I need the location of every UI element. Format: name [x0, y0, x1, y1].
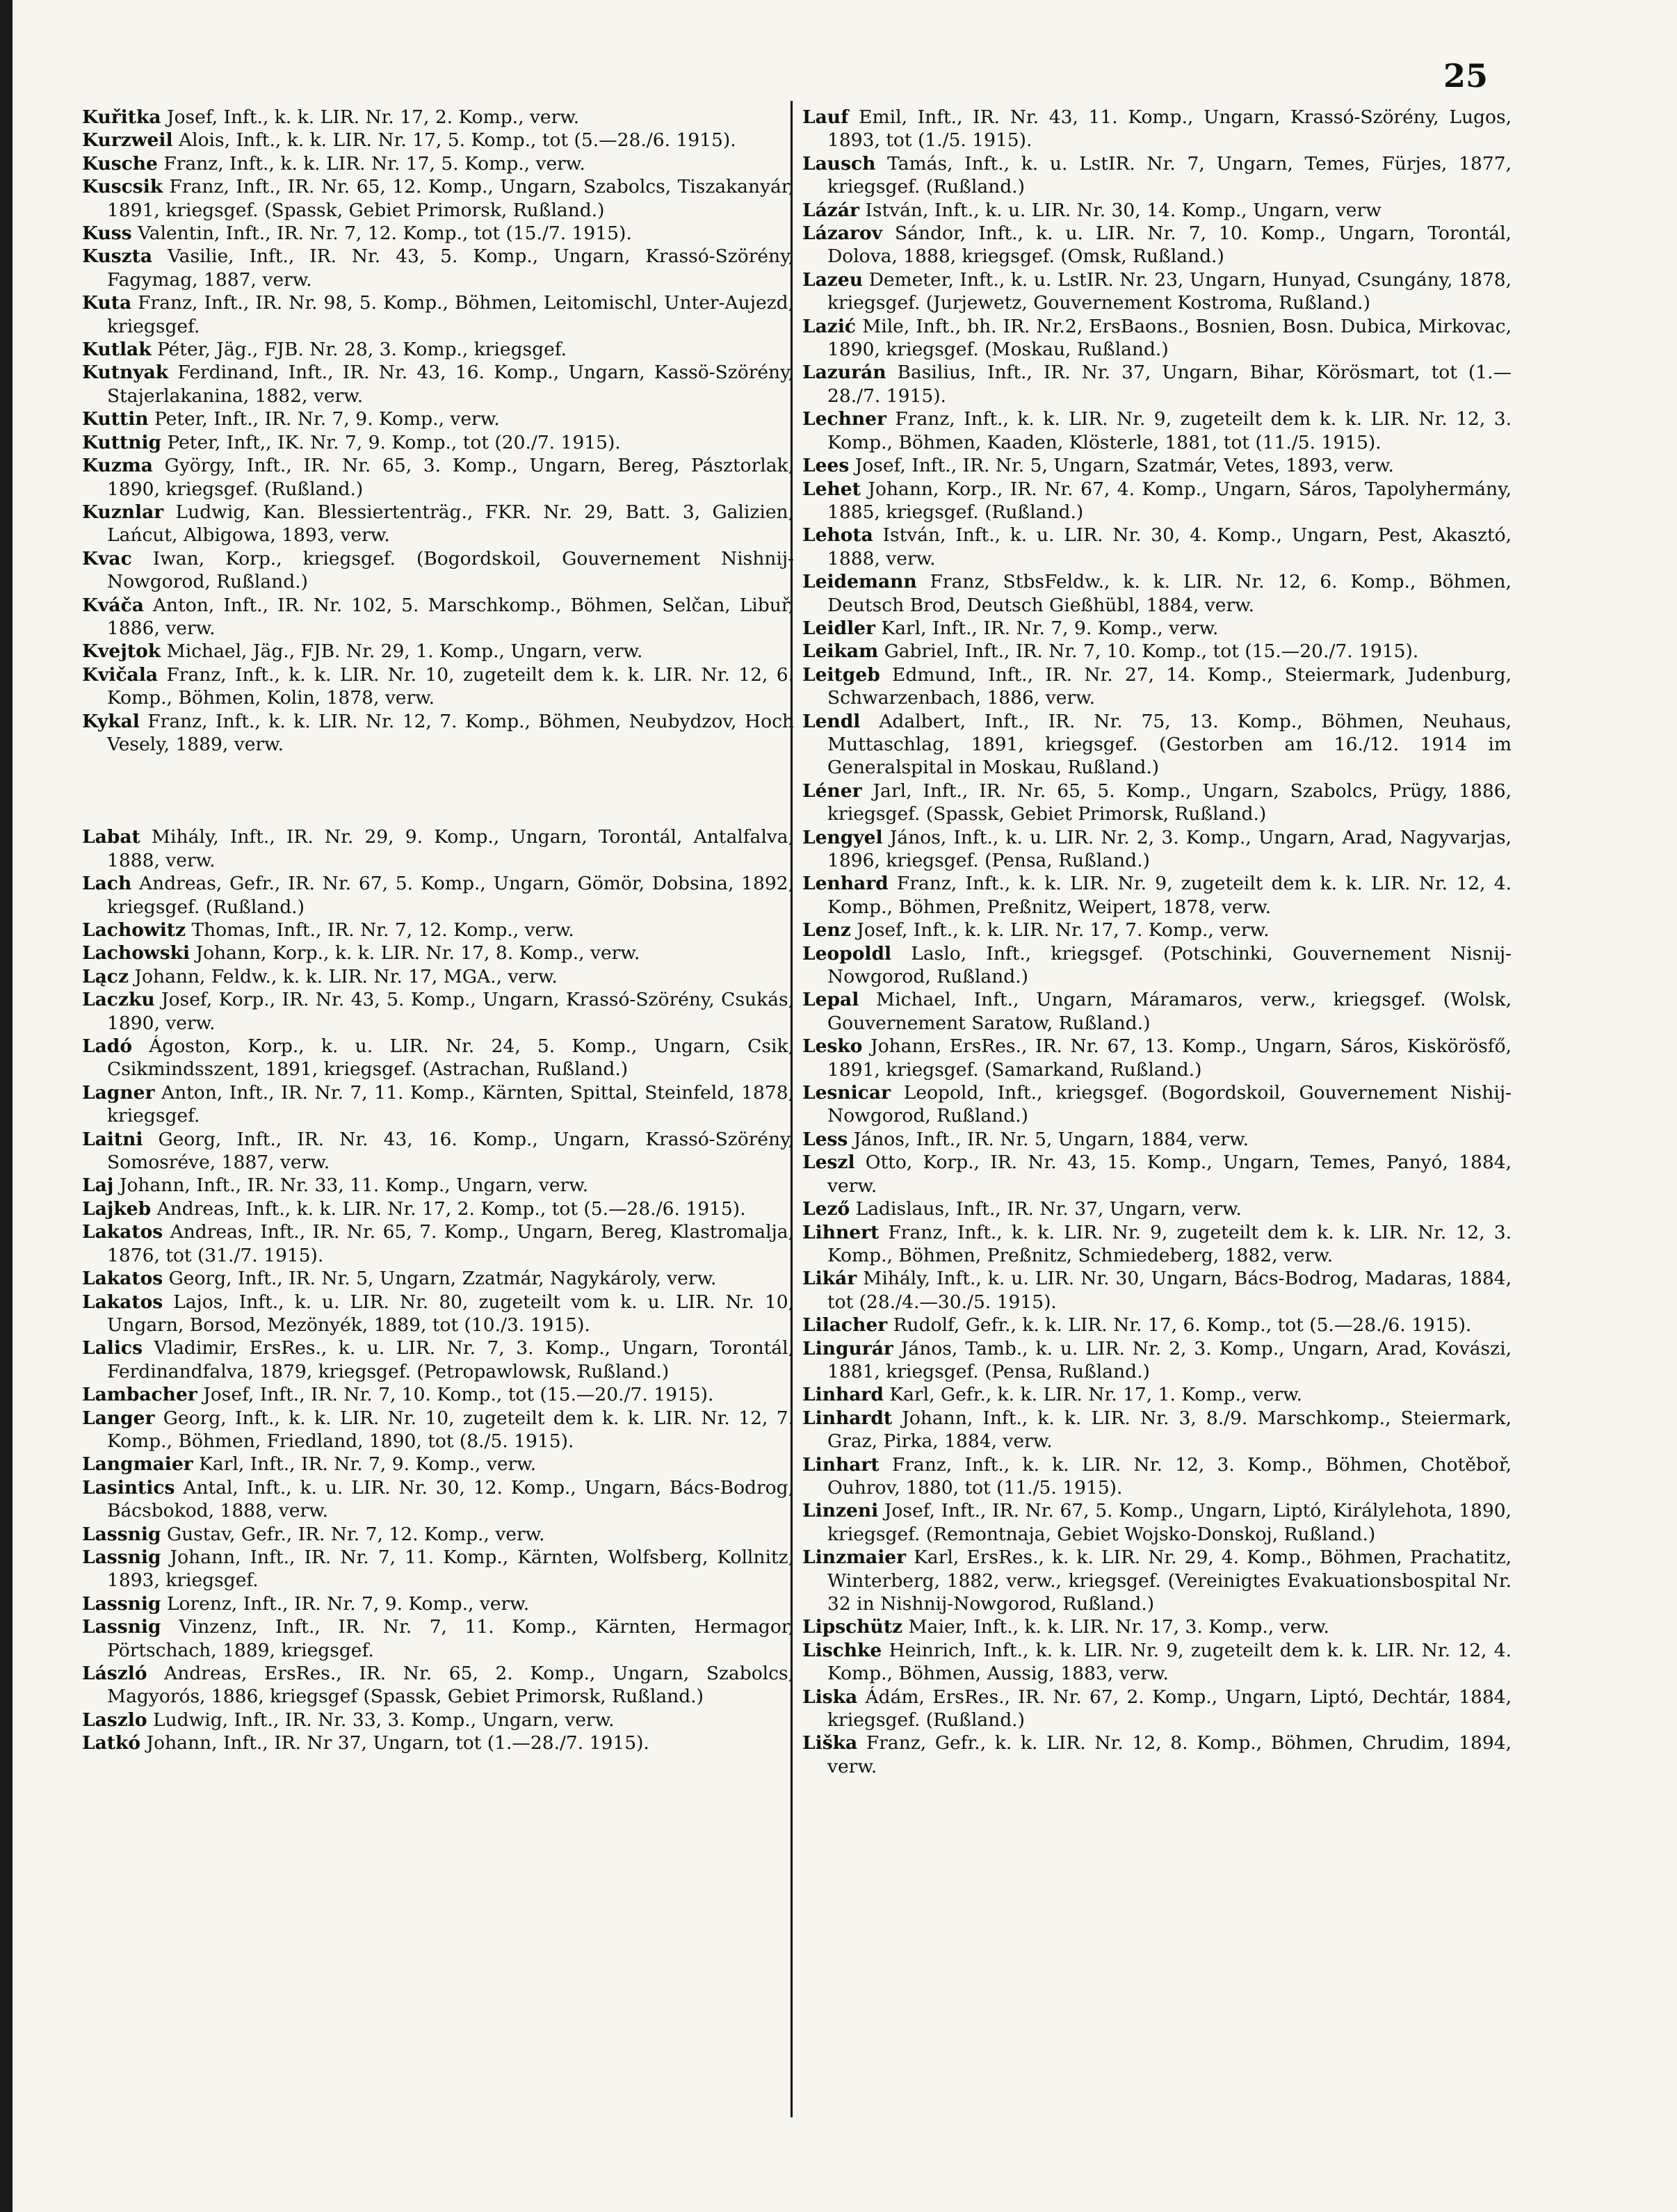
entry-details: Josef, Inft., k. k. LIR. Nr. 17, 7. Komp., verw.	[850, 919, 1270, 942]
entry-details: Antal, Inft., k. u. LIR. Nr. 30, 12. Komp., Ungarn, Bács-Bodrog, Bácsbokod, 1888, verw.	[107, 1476, 794, 1522]
register-entry	[802, 1383, 1512, 1406]
entry-surname: Lazeu	[802, 268, 863, 291]
entry-surname: László	[82, 1663, 147, 1684]
register-entry	[802, 361, 1512, 407]
entry-details: Franz, Inft., IR. Nr. 98, 5. Komp., Böhmen, Leitomischl, Unter-Aujezd, kriegsgef.	[107, 292, 794, 337]
entry-surname: Leitgeb	[802, 663, 880, 686]
register-entry	[802, 1499, 1512, 1546]
entry-surname: Laj	[82, 1174, 114, 1197]
register-entry	[82, 1128, 794, 1174]
register-entry	[82, 1523, 794, 1546]
entry-details: Karl, Gefr., k. k. LIR. Nr. 17, 1. Komp., verw.	[883, 1384, 1303, 1406]
entry-details: Edmund, Inft., IR. Nr. 27, 14. Komp., Steiermark, Judenburg, Schwarzenbach, 1886, verw.	[827, 663, 1512, 709]
entry-details: Emil, Inft., IR. Nr. 43, 11. Komp., Ungarn, Krassó-Szörény, Lugos, 1893, tot (1./5. 1915).	[827, 106, 1512, 152]
entry-surname: Linhart	[802, 1453, 880, 1476]
entry-details: Josef, Inft., IR. Nr. 5, Ungarn, Szatmár, Vetes, 1893, verw.	[849, 455, 1394, 477]
register-entry	[82, 338, 794, 361]
entry-details: Vladimir, ErsRes., k. u. LIR. Nr. 7, 3. Komp., Ungarn, Torontál, Ferdinandfalva, 1879, kriegsgef. (Petropawlowsk, Rußland.)	[107, 1337, 794, 1382]
entry-details: Michael, Jäg., FJB. Nr. 29, 1. Komp., Ungarn, verw.	[161, 640, 643, 663]
entry-details: Franz, Inft., k. k. LIR. Nr. 17, 5. Komp., verw.	[157, 152, 585, 175]
register-entry	[82, 1592, 794, 1615]
entry-surname: Lalics	[82, 1337, 143, 1359]
entry-surname: Kváča	[82, 594, 144, 616]
entry-details: Josef, Inft., IR. Nr. 7, 10. Komp., tot (15.—20./7. 1915).	[197, 1384, 714, 1406]
register-entry	[802, 1314, 1512, 1337]
register-entry	[802, 1221, 1512, 1268]
entry-details: Franz, Inft., k. k. LIR. Nr. 9, zugeteilt dem k. k. LIR. Nr. 12, 3. Komp., Böhmen, Kaaden, Klösterle, 1881, tot (11./5. 1915).	[827, 408, 1512, 453]
entry-surname: Leikam	[802, 640, 879, 663]
entry-surname: Kykal	[82, 710, 140, 732]
register-entry	[802, 1151, 1512, 1197]
entry-surname: Lakatos	[82, 1221, 163, 1243]
entry-surname: Kvičala	[82, 663, 159, 686]
right-column	[802, 106, 1512, 1778]
register-entry	[802, 199, 1512, 222]
entry-details: Franz, Inft., k. k. LIR. Nr. 12, 3. Komp., Böhmen, Chotěboř, Ouhrov, 1880, tot (11./5. 1915).	[827, 1453, 1512, 1499]
entry-details: Ádám, ErsRes., IR. Nr. 67, 2. Komp., Ungarn, Liptó, Dechtár, 1884, kriegsgef. (Rußland.)	[827, 1686, 1512, 1731]
entry-surname: Laszlo	[82, 1709, 147, 1731]
entry-surname: Lazurán	[802, 362, 886, 384]
entry-surname: Leidler	[802, 617, 875, 639]
entry-surname: Ladó	[82, 1035, 133, 1058]
register-entry	[802, 222, 1512, 268]
entry-surname: Langer	[82, 1407, 155, 1429]
entry-details: Franz, Inft., IR. Nr. 65, 12. Komp., Ungarn, Szabolcs, Tiszakanyár, 1891, kriegsgef. (Spassk, Gebiet Primorsk, Rußland.)	[107, 176, 794, 221]
register-entry	[802, 780, 1512, 826]
register-entry	[82, 1662, 794, 1709]
entry-details: Johann, Inft., IR. Nr. 7, 11. Komp., Kärnten, Wolfsberg, Kollnitz, 1893, kriegsgef.	[107, 1546, 794, 1592]
entry-surname: Lenhard	[802, 873, 889, 895]
entry-details: Josef, Korp., IR. Nr. 43, 5. Komp., Ungarn, Krassó-Szörény, Csukás, 1890, verw.	[107, 989, 794, 1034]
register-entry	[802, 1731, 1512, 1778]
entry-details: Johann, ErsRes., IR. Nr. 67, 13. Komp., Ungarn, Sáros, Kiskörösfő, 1891, kriegsgef. (Samarkand, Rußland.)	[827, 1035, 1512, 1081]
entry-details: Johann, Korp., k. k. LIR. Nr. 17, 8. Komp., verw.	[190, 942, 640, 964]
entry-details: Maier, Inft., k. k. LIR. Nr. 17, 3. Komp., verw.	[902, 1616, 1329, 1638]
entry-details: Lorenz, Inft., IR. Nr. 7, 9. Komp., verw.	[161, 1592, 530, 1615]
entry-details: Valentin, Inft., IR. Nr. 7, 12. Komp., tot (15./7. 1915).	[131, 223, 632, 245]
entry-surname: Kusche	[82, 152, 158, 175]
entry-details: Mihály, Inft., IR. Nr. 29, 9. Komp., Ungarn, Torontál, Antalfalva, 1888, verw.	[107, 826, 794, 871]
entry-details: Heinrich, Inft., k. k. LIR. Nr. 9, zugeteilt dem k. k. LIR. Nr. 12, 4. Komp., Böhmen, Aussig, 1883, verw.	[827, 1639, 1512, 1685]
entry-surname: Lach	[82, 873, 132, 895]
entry-details: János, Inft., IR. Nr. 5, Ungarn, 1884, verw.	[848, 1128, 1249, 1150]
entry-surname: Lassnig	[82, 1616, 161, 1638]
entry-surname: Latkó	[82, 1732, 141, 1754]
entry-details: Otto, Korp., IR. Nr. 43, 15. Komp., Ungarn, Temes, Panyó, 1884, verw.	[827, 1152, 1512, 1197]
entry-surname: Leopoldl	[802, 942, 892, 964]
entry-details: Ludwig, Inft., IR. Nr. 33, 3. Komp., Ungarn, verw.	[147, 1709, 615, 1731]
entry-surname: Lipschütz	[802, 1616, 903, 1638]
entry-surname: Lilacher	[802, 1314, 888, 1337]
register-entry	[82, 1337, 794, 1383]
entry-details: Georg, Inft., IR. Nr. 43, 16. Komp., Ungarn, Krassó-Szörény, Somosréve, 1887, verw.	[107, 1128, 794, 1174]
entry-details: Alois, Inft., k. k. LIR. Nr. 17, 5. Komp., tot (5.—28./6. 1915).	[172, 129, 736, 152]
register-entry	[82, 1267, 794, 1290]
register-entry	[802, 1197, 1512, 1220]
entry-surname: Leszl	[802, 1152, 855, 1174]
entry-surname: Lepal	[802, 989, 859, 1011]
register-entry	[82, 1197, 794, 1220]
register-entry	[802, 1639, 1512, 1686]
entry-details: Georg, Inft., IR. Nr. 5, Ungarn, Zzatmár, Nagykároly, verw.	[163, 1268, 717, 1290]
entry-details: Thomas, Inft., IR. Nr. 7, 12. Komp., verw.	[186, 919, 574, 941]
entry-surname: Lachowitz	[82, 919, 186, 941]
register-entry	[802, 524, 1512, 570]
entry-details: Péter, Jäg., FJB. Nr. 28, 3. Komp., kriegsgef.	[151, 339, 567, 361]
entry-surname: Kvejtok	[82, 640, 161, 663]
register-entry	[802, 315, 1512, 362]
entry-surname: Lącz	[82, 965, 129, 987]
register-entry	[802, 942, 1512, 989]
entry-details: Peter, Inft., IR. Nr. 7, 9. Komp., verw.	[148, 408, 500, 430]
register-entry	[82, 663, 794, 710]
entry-details: Adalbert, Inft., IR. Nr. 75, 13. Komp., Böhmen, Neuhaus, Muttaschlag, 1891, kriegsgef. (Gestorben am 16./12. 1914 im Generalspital in Moskau, Rußland.)	[827, 710, 1512, 779]
register-entry	[802, 663, 1512, 710]
entry-details: Andreas, Inft., IR. Nr. 65, 7. Komp., Ungarn, Bereg, Klastromalja, 1876, tot (31./7. 1915).	[107, 1221, 794, 1266]
entry-surname: Lesnicar	[802, 1082, 891, 1104]
entry-details: Franz, Gefr., k. k. LIR. Nr. 12, 8. Komp., Böhmen, Chrudim, 1894, verw.	[827, 1732, 1512, 1777]
entry-surname: Kuttnig	[82, 431, 162, 453]
register-entry	[802, 1407, 1512, 1453]
entry-surname: Lázár	[802, 199, 859, 221]
entry-details: Karl, Inft., IR. Nr. 7, 9. Komp., verw.	[193, 1453, 537, 1476]
entry-details: Michael, Inft., Ungarn, Máramaros, verw., kriegsgef. (Wolsk, Gouvernement Saratow, Rußland.)	[827, 989, 1512, 1034]
entry-surname: Liška	[802, 1732, 858, 1754]
register-entry	[82, 1035, 794, 1081]
entry-details: Gabriel, Inft., IR. Nr. 7, 10. Komp., tot (15.—20./7. 1915).	[878, 640, 1419, 663]
register-entry	[82, 594, 794, 640]
register-entry	[82, 407, 794, 430]
register-entry	[802, 1337, 1512, 1384]
entry-surname: Kuřitka	[82, 106, 161, 128]
entry-details: János, Inft., k. u. LIR. Nr. 2, 3. Komp., Ungarn, Arad, Nagyvarjas, 1896, kriegsgef. (Pensa, Rußland.)	[827, 826, 1512, 871]
register-entry	[82, 547, 794, 594]
register-entry	[82, 640, 794, 663]
register-entry	[82, 152, 794, 175]
register-entry	[802, 710, 1512, 780]
entry-surname: Lachowski	[82, 942, 191, 964]
register-entry	[82, 129, 794, 152]
entry-surname: Lengyel	[802, 826, 883, 848]
entry-surname: Kuss	[82, 223, 132, 245]
entry-details: Franz, Inft., k. k. LIR. Nr. 9, zugeteilt dem k. k. LIR. Nr. 12, 3. Komp., Böhmen, Preßnitz, Schmiedeberg, 1882, verw.	[827, 1221, 1512, 1266]
entry-details: Karl, Inft., IR. Nr. 7, 9. Komp., verw.	[875, 617, 1219, 639]
entry-details: Andreas, ErsRes., IR. Nr. 65, 2. Komp., Ungarn, Szabolcs, Magyorós, 1886, kriegsgef (Spassk, Gebiet Primorsk, Rußland.)	[107, 1663, 794, 1708]
entry-details: Iwan, Korp., kriegsgef. (Bogordskoil, Gouvernement Nishnij-Nowgorod, Rußland.)	[107, 547, 794, 593]
entry-surname: Lehota	[802, 524, 873, 547]
entry-details: Demeter, Inft., k. u. LstIR. Nr. 23, Ungarn, Hunyad, Csungány, 1878, kriegsgef. (Jurjewetz, Gouvernement Kostroma, Rußland.)	[827, 268, 1512, 314]
entry-surname: Less	[802, 1128, 848, 1150]
entry-details: Ladislaus, Inft., IR. Nr. 37, Ungarn, verw.	[850, 1198, 1242, 1220]
entry-surname: Kuzma	[82, 455, 153, 477]
entry-surname: Lázarov	[802, 223, 883, 245]
entry-surname: Laitni	[82, 1128, 143, 1150]
entry-surname: Kuznlar	[82, 501, 164, 523]
register-entry	[82, 1291, 794, 1337]
entry-surname: Lihnert	[802, 1221, 880, 1243]
entry-surname: Lehet	[802, 478, 861, 500]
entry-details: Franz, StbsFeldw., k. k. LIR. Nr. 12, 6. Komp., Böhmen, Deutsch Brod, Deutsch Gießhübl, 1884, verw.	[827, 571, 1512, 616]
register-entry	[802, 1453, 1512, 1500]
entry-details: Leopold, Inft., kriegsgef. (Bogordskoil, Gouvernement Nishij-Nowgorod, Rußland.)	[827, 1082, 1512, 1127]
entry-details: Josef, Inft., k. k. LIR. Nr. 17, 2. Komp., verw.	[161, 106, 580, 128]
entry-surname: Lajkeb	[82, 1197, 152, 1220]
entry-surname: Linzmaier	[802, 1547, 907, 1569]
register-entry	[802, 1128, 1512, 1151]
entry-surname: Leidemann	[802, 571, 917, 593]
entry-details: Vasilie, Inft., IR. Nr. 43, 5. Komp., Ungarn, Krassó-Szörény, Fagymag, 1887, verw.	[107, 245, 794, 291]
entry-details: Andreas, Inft., k. k. LIR. Nr. 17, 2. Komp., tot (5.—28./6. 1915).	[151, 1197, 746, 1220]
entry-details: István, Inft., k. u. LIR. Nr. 30, 14. Komp., Ungarn, verw	[859, 199, 1382, 221]
entry-details: János, Tamb., k. u. LIR. Nr. 2, 3. Komp., Ungarn, Arad, Kovászi, 1881, kriegsgef. (Pensa, Rußland.)	[827, 1337, 1512, 1382]
register-entry	[82, 1476, 794, 1523]
register-entry	[802, 570, 1512, 617]
entry-details: Mile, Inft., bh. IR. Nr.2, ErsBaons., Bosnien, Bosn. Dubica, Mirkovac, 1890, kriegsgef. (Moskau, Rußland.)	[827, 315, 1512, 361]
entry-surname: Kvac	[82, 547, 132, 570]
register-entry	[82, 919, 794, 942]
entry-details: Tamás, Inft., k. u. LstIR. Nr. 7, Ungarn, Temes, Fürjes, 1877, kriegsgef. (Rußland.)	[827, 152, 1512, 198]
entry-details: István, Inft., k. u. LIR. Nr. 30, 4. Komp., Ungarn, Pest, Akasztó, 1888, verw.	[827, 524, 1512, 570]
entry-surname: Linzeni	[802, 1500, 879, 1522]
register-entry	[82, 245, 794, 291]
document-page	[13, 0, 1677, 2212]
register-entry	[802, 617, 1512, 640]
entry-details: Ludwig, Kan. Blessiertenträg., FKR. Nr. 29, Batt. 3, Galizien, Lańcut, Albigowa, 1893, verw.	[107, 501, 794, 547]
entry-surname: Lees	[802, 455, 850, 477]
register-entry	[82, 1615, 794, 1662]
register-entry	[802, 268, 1512, 315]
register-entry	[82, 1174, 794, 1197]
entry-surname: Kuta	[82, 292, 132, 314]
register-entry	[802, 454, 1512, 477]
entry-details: Karl, ErsRes., k. k. LIR. Nr. 29, 4. Komp., Böhmen, Prachatitz, Winterberg, 1882, verw., kriegsgef. (Vereinigtes Evakuationsbospital Nr. 32 in Nishnij-Nowgorod, Rußland.)	[827, 1547, 1512, 1615]
entry-surname: Lassnig	[82, 1592, 161, 1615]
entry-surname: Lambacher	[82, 1384, 197, 1406]
register-entry	[82, 1383, 794, 1406]
entry-details: Gustav, Gefr., IR. Nr. 7, 12. Komp., verw.	[161, 1523, 545, 1545]
entry-details: Johann, Korp., IR. Nr. 67, 4. Komp., Ungarn, Sáros, Tapolyhermány, 1885, kriegsgef. (Rußland.)	[827, 478, 1512, 523]
register-entry	[802, 478, 1512, 524]
entry-details: Georg, Inft., k. k. LIR. Nr. 10, zugeteilt dem k. k. LIR. Nr. 12, 7. Komp., Böhmen, Friedland, 1890, tot (8./5. 1915).	[107, 1407, 794, 1452]
register-entry	[82, 1546, 794, 1592]
entry-details: Jarl, Inft., IR. Nr. 65, 5. Komp., Ungarn, Szabolcs, Prügy, 1886, kriegsgef. (Spassk, Gebiet Primorsk, Rußland.)	[827, 780, 1512, 825]
entry-details: Vinzenz, Inft., IR. Nr. 7, 11. Komp., Kärnten, Hermagor, Pörtschach, 1889, kriegsgef.	[107, 1616, 794, 1661]
entry-surname: Linhardt	[802, 1407, 893, 1429]
entry-surname: Léner	[802, 780, 862, 802]
entry-surname: Lingurár	[802, 1337, 893, 1359]
register-entry	[802, 988, 1512, 1035]
entry-details: Franz, Inft., k. k. LIR. Nr. 9, zugeteilt dem k. k. LIR. Nr. 12, 4. Komp., Böhmen, Preßnitz, Weipert, 1878, verw.	[827, 873, 1512, 918]
register-entry	[802, 872, 1512, 919]
register-entry	[82, 988, 794, 1035]
entry-details: Anton, Inft., IR. Nr. 7, 11. Komp., Kärnten, Spittal, Steinfeld, 1878, kriegsgef.	[107, 1081, 794, 1127]
entry-surname: Linhard	[802, 1384, 884, 1406]
entry-surname: Likár	[802, 1268, 857, 1290]
register-entry	[82, 1081, 794, 1128]
entry-surname: Lazić	[802, 315, 857, 337]
entry-surname: Labat	[82, 826, 140, 848]
register-entry	[802, 640, 1512, 663]
entry-surname: Kuscsik	[82, 176, 163, 198]
entry-details: Lajos, Inft., k. u. LIR. Nr. 80, zugeteilt vom k. u. LIR. Nr. 10, Ungarn, Borsod, Mezönyék, 1889, tot (10./3. 1915).	[107, 1291, 794, 1336]
entry-details: Andreas, Gefr., IR. Nr. 67, 5. Komp., Ungarn, Gömör, Dobsina, 1892, kriegsgef. (Rußland.)	[107, 873, 794, 918]
register-entry	[802, 1267, 1512, 1314]
register-entry	[82, 175, 794, 222]
register-entry	[82, 1709, 794, 1731]
entry-surname: Lischke	[802, 1639, 882, 1661]
entry-details: Johann, Inft., IR. Nr 37, Ungarn, tot (1.—28./7. 1915).	[140, 1732, 649, 1754]
register-entry	[82, 361, 794, 407]
entry-details: Basilius, Inft., IR. Nr. 37, Ungarn, Bihar, Körösmart, tot (1.—28./7. 1915).	[827, 362, 1512, 407]
register-entry	[82, 1731, 794, 1754]
entry-details: Anton, Inft., IR. Nr. 102, 5. Marschkomp., Böhmen, Selčan, Libuř, 1886, verw.	[107, 594, 794, 639]
register-entry	[82, 1453, 794, 1476]
entry-surname: Lausch	[802, 152, 876, 175]
register-entry	[802, 919, 1512, 942]
register-entry	[802, 152, 1512, 199]
register-entry	[82, 106, 794, 129]
register-entry	[82, 1220, 794, 1267]
entry-surname: Lendl	[802, 710, 861, 732]
register-entry	[82, 222, 794, 245]
entry-surname: Lenz	[802, 919, 851, 942]
entry-surname: Langmaier	[82, 1453, 193, 1476]
entry-details: Franz, Inft., k. k. LIR. Nr. 10, zugeteilt dem k. k. LIR. Nr. 12, 6. Komp., Böhmen, Kolin, 1878, verw.	[107, 663, 794, 709]
entry-details: Johann, Feldw., k. k. LIR. Nr. 17, MGA., verw.	[129, 965, 558, 987]
entry-details: Ferdinand, Inft., IR. Nr. 43, 16. Komp., Ungarn, Kassö-Szörény, Stajerlakanina, 1882, verw.	[107, 362, 794, 407]
register-entry	[82, 501, 794, 547]
entry-surname: Lesko	[802, 1035, 863, 1058]
entry-surname: Kurzweil	[82, 129, 173, 152]
register-entry	[802, 1035, 1512, 1081]
entry-surname: Lező	[802, 1198, 850, 1220]
register-entry	[82, 825, 794, 872]
register-entry	[802, 1546, 1512, 1615]
register-entry	[802, 826, 1512, 873]
entry-details: Josef, Inft., IR. Nr. 67, 5. Komp., Ungarn, Liptó, Királylehota, 1890, kriegsgef. (Remontnaja, Gebiet Wojsko-Donskoj, Rußland.)	[827, 1500, 1512, 1545]
entry-surname: Lakatos	[82, 1291, 163, 1313]
entry-surname: Kutnyak	[82, 362, 169, 384]
entry-details: Johann, Inft., IR. Nr. 33, 11. Komp., Ungarn, verw.	[113, 1174, 589, 1197]
register-entry	[82, 872, 794, 919]
register-entry	[82, 710, 794, 757]
register-entry	[82, 965, 794, 988]
entry-details: Franz, Inft., k. k. LIR. Nr. 12, 7. Komp., Böhmen, Neubydzov, Hoch Vesely, 1889, verw.	[107, 710, 794, 755]
entry-details: Sándor, Inft., k. u. LIR. Nr. 7, 10. Komp., Ungarn, Torontál, Dolova, 1888, kriegsgef. (Omsk, Rußland.)	[827, 223, 1512, 268]
entry-surname: Kuszta	[82, 245, 153, 268]
register-entry	[82, 291, 794, 338]
register-entry	[802, 1081, 1512, 1128]
entry-surname: Kutlak	[82, 339, 152, 361]
entry-details: Mihály, Inft., k. u. LIR. Nr. 30, Ungarn, Bács-Bodrog, Madaras, 1884, tot (28./4.—30./5. 1915).	[827, 1268, 1512, 1313]
entry-details: Peter, Inft,, IK. Nr. 7, 9. Komp., tot (20./7. 1915).	[161, 431, 621, 453]
entry-details: Rudolf, Gefr., k. k. LIR. Nr. 17, 6. Komp., tot (5.—28./6. 1915).	[887, 1314, 1472, 1337]
register-entry	[82, 431, 794, 454]
section-gap	[82, 756, 794, 825]
register-entry	[802, 407, 1512, 454]
register-entry	[82, 1407, 794, 1453]
entry-details: Johann, Inft., k. k. LIR. Nr. 3, 8./9. Marschkomp., Steiermark, Graz, Pirka, 1884, verw.	[827, 1407, 1512, 1453]
entry-surname: Laczku	[82, 989, 155, 1011]
entry-surname: Lassnig	[82, 1523, 161, 1545]
entry-surname: Lagner	[82, 1081, 155, 1104]
entry-details: Ágoston, Korp., k. u. LIR. Nr. 24, 5. Komp., Ungarn, Csik, Csikmindsszent, 1891, kriegsgef. (Astrachan, Rußland.)	[107, 1035, 794, 1081]
register-entry	[82, 454, 794, 501]
entry-surname: Lasintics	[82, 1476, 175, 1499]
register-entry	[802, 1686, 1512, 1732]
register-entry	[82, 942, 794, 964]
entry-surname: Lakatos	[82, 1268, 163, 1290]
register-entry	[802, 1615, 1512, 1638]
left-column	[82, 106, 794, 1755]
register-entry	[802, 106, 1512, 152]
entry-surname: Lechner	[802, 408, 886, 430]
entry-details: Laslo, Inft., kriegsgef. (Potschinki, Gouvernement Nisnij-Nowgorod, Rußland.)	[827, 942, 1512, 988]
entry-surname: Lassnig	[82, 1546, 161, 1568]
entry-surname: Liska	[802, 1686, 858, 1708]
entry-surname: Kuttin	[82, 408, 149, 430]
entry-details: György, Inft., IR. Nr. 65, 3. Komp., Ungarn, Bereg, Pásztorlak, 1890, kriegsgef. (Rußland.)	[107, 455, 794, 500]
entry-surname: Lauf	[802, 106, 849, 128]
page-number: 25	[1443, 57, 1489, 95]
